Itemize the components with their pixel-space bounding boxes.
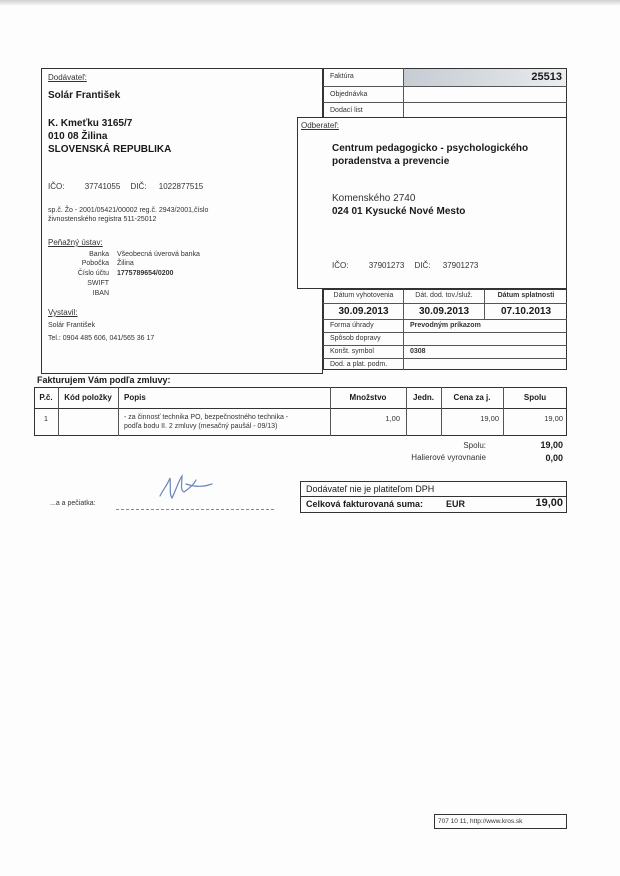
- column-header: Cena za j.: [453, 393, 491, 402]
- column-header: Množstvo: [349, 393, 387, 402]
- supplier-register-line2: živnostenského registra 511-25012: [48, 216, 157, 223]
- customer-name-line1: Centrum pedagogicko - psychologického: [332, 143, 529, 154]
- scan-top-edge: [0, 0, 620, 6]
- signature-line: [116, 509, 274, 510]
- order-label: Objednávka: [330, 91, 368, 98]
- issue-date: 30.09.2013: [338, 306, 389, 317]
- supplier-register-line1: sp.č. Žo - 2001/05421/00002 reg.č. 2943/2001,číslo: [48, 207, 209, 214]
- invoice-label: Faktúra: [330, 73, 354, 80]
- bank-row-value: Žilina: [117, 260, 134, 267]
- column-header: Kód položky: [64, 393, 112, 402]
- divider: [323, 358, 567, 359]
- row-description-line2: podľa bodu II. 2 zmluvy (mesačný paušál - 09/13): [124, 423, 278, 430]
- bank-row-label: IBAN: [92, 290, 109, 297]
- supplier-name: Solár František: [48, 90, 121, 101]
- grand-total-amount: 19,00: [535, 497, 563, 509]
- customer-dic-label: DIČ:: [414, 261, 431, 270]
- due-date-label: Dátum splatnosti: [497, 292, 555, 299]
- issuer-name: Solár František: [48, 322, 96, 329]
- divider: [34, 408, 567, 409]
- due-date: 07.10.2013: [500, 306, 552, 317]
- bank-row-value: 1775789654/0200: [117, 270, 174, 277]
- const-symbol: 0308: [410, 348, 426, 355]
- payment-method: Prevodným príkazom: [410, 322, 481, 329]
- invoice-number: 25513: [531, 71, 562, 83]
- customer-street: Komenského 2740: [332, 193, 416, 204]
- items-title: Fakturujem Vám podľa zmluvy:: [37, 375, 171, 385]
- divider: [323, 345, 567, 346]
- rounding-value: 0,00: [545, 453, 563, 463]
- divider: [323, 303, 567, 304]
- vat-note: Dodávateľ nie je platiteľom DPH: [306, 484, 435, 494]
- supplier-city: 010 08 Žilina: [48, 131, 108, 142]
- customer-name-line2: poradenstva a prevencie: [332, 156, 450, 167]
- sum-value: 19,00: [540, 440, 563, 450]
- sum-label: Spolu:: [463, 441, 486, 450]
- issuer-label: Vystavil:: [48, 308, 78, 317]
- grand-total-label: Celková fakturovaná suma:: [306, 499, 424, 509]
- column-header: Jedn.: [413, 393, 434, 402]
- supply-date-label: Dát. dod. tov./služ.: [415, 292, 473, 299]
- bank-row-label: Číslo účtu: [77, 270, 109, 277]
- supplier-ico-row: [48, 182, 203, 191]
- signature: [150, 466, 220, 506]
- supplier-dic-value: 1022877515: [158, 182, 204, 191]
- divider: [323, 332, 567, 333]
- stamp-label: ...a a pečiatka:: [50, 500, 96, 507]
- bank-row-value: Všeobecná úverová banka: [117, 251, 200, 258]
- row-unit-price: 19,00: [480, 414, 499, 423]
- bank-row-label: Banka: [89, 251, 109, 258]
- divider: [323, 86, 567, 87]
- bank-row-label: Pobočka: [81, 260, 109, 267]
- row-number: 1: [43, 414, 49, 423]
- payment-method-label: Forma úhrady: [330, 322, 374, 329]
- row-description-line1: - za činnosť technika PO, bezpečnostného technika -: [124, 414, 289, 421]
- grand-total-currency: EUR: [446, 499, 466, 509]
- supplier-ico-label: IČO:: [48, 182, 65, 191]
- row-total: 19,00: [544, 414, 563, 423]
- column-header: Spolu: [523, 393, 547, 402]
- bank-label: Peňažný ústav:: [48, 238, 103, 247]
- bank-row-label: SWIFT: [87, 280, 109, 287]
- delivery-note-label: Dodací list: [330, 107, 363, 114]
- transport-label: Spôsob dopravy: [330, 335, 381, 342]
- issue-date-label: Dátum vyhotovenia: [333, 292, 394, 299]
- const-symbol-label: Konšt. symbol: [330, 348, 374, 355]
- terms-label: Dod. a plat. podm.: [330, 361, 388, 368]
- column-header: Popis: [124, 393, 146, 402]
- divider: [323, 102, 567, 103]
- customer-city: 024 01 Kysucké Nové Mesto: [332, 206, 466, 217]
- supply-date: 30.09.2013: [418, 306, 470, 317]
- customer-ico-value: 37901273: [368, 261, 405, 270]
- customer-label: Odberateľ:: [301, 121, 339, 130]
- supplier-label: Dodávateľ:: [48, 73, 87, 82]
- divider: [118, 387, 119, 436]
- supplier-street: K. Kmeťku 3165/7: [48, 118, 133, 129]
- customer-dic-value: 37901273: [442, 261, 479, 270]
- supplier-dic-label: DIČ:: [130, 182, 147, 191]
- divider: [323, 319, 567, 320]
- supplier-country: SLOVENSKÁ REPUBLIKA: [48, 144, 172, 155]
- supplier-ico-value: 37741055: [84, 182, 121, 191]
- customer-ico-label: IČO:: [332, 261, 349, 270]
- row-quantity: 1,00: [385, 414, 400, 423]
- rounding-label: Halierové vyrovnanie: [411, 453, 486, 462]
- issuer-phone: Tel.: 0904 485 606, 041/565 36 17: [48, 335, 155, 342]
- footer-text: 707 10 11, http://www.kros.sk: [438, 818, 523, 825]
- customer-ico-row: [332, 261, 478, 270]
- column-header: P.č.: [39, 393, 53, 402]
